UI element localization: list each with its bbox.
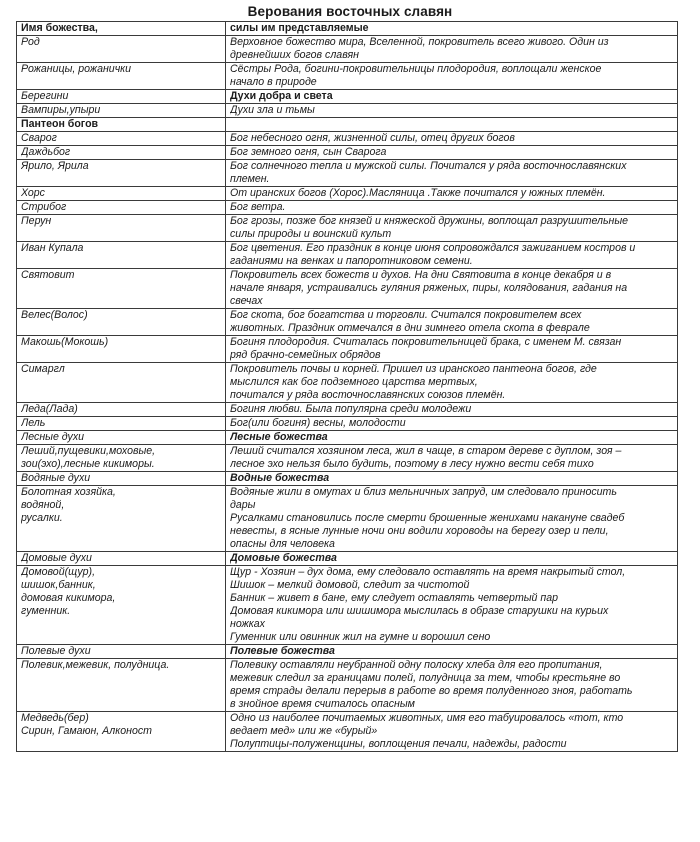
deity-description-line: ряд брачно-семейных обрядов: [230, 349, 381, 361]
table-row: [17, 336, 678, 363]
deity-description-line: Бог земного огня, сын Сварога: [230, 146, 387, 158]
deity-name-line: Рожаницы, рожанички: [21, 63, 132, 75]
table-row: [17, 309, 678, 336]
deity-name-cell: [17, 201, 226, 214]
deity-description-cell: [226, 336, 678, 362]
deity-description-cell: [226, 309, 678, 335]
deity-name-line: Сирин, Гамаюн, Алконост: [21, 725, 152, 737]
deity-description-line: ножках: [230, 618, 265, 630]
deity-description-line: дары: [230, 499, 256, 511]
deity-description-cell: [226, 269, 678, 308]
deity-name-line: Хорс: [21, 187, 45, 199]
table-row: [17, 63, 678, 90]
deity-name-cell: [17, 659, 226, 711]
deity-description-line: древнейших богов славян: [230, 49, 359, 61]
deity-name-cell: [17, 187, 226, 200]
deity-description-cell: [226, 363, 678, 402]
deity-description-cell: [226, 645, 678, 658]
deity-description-line: Бог небесного огня, жизненной силы, отец других богов: [230, 132, 515, 144]
table-row: [17, 132, 678, 146]
deity-description-line: Духи зла и тьмы: [230, 104, 315, 116]
deity-name-cell: [17, 645, 226, 658]
table-row: [17, 201, 678, 215]
deity-description-cell: [226, 417, 678, 430]
deity-name-cell: [17, 566, 226, 644]
deity-description-line: Духи добра и света: [230, 90, 333, 102]
deity-description-line: опасны для человека: [230, 538, 335, 550]
deity-name-line: Полевые духи: [21, 645, 91, 657]
deity-description-cell: [226, 160, 678, 186]
deity-name-line: зои(эхо),лесные кикиморы.: [21, 458, 155, 470]
deity-description-line: Покровитель всех божеств и духов. На дни Святовита в конце декабря и в: [230, 269, 612, 281]
deity-name-line: Домовые духи: [21, 552, 92, 564]
deity-description-line: начало в природе: [230, 76, 317, 88]
table-row: [17, 36, 678, 63]
deity-name-line: Болотная хозяйка,: [21, 486, 116, 498]
deity-description-cell: [226, 566, 678, 644]
deity-name-cell: [17, 363, 226, 402]
table-row: [17, 486, 678, 552]
deity-name-line: Берегини: [21, 90, 69, 102]
deity-name-line: Сварог: [21, 132, 57, 144]
deity-description-line: свечах: [230, 295, 263, 307]
table-row: [17, 160, 678, 187]
deity-name-cell: [17, 132, 226, 145]
deity-description-line: Щур - Хозяин – дух дома, ему следовало оставлять на время накрытый стол,: [230, 566, 626, 578]
deity-name-line: Медведь(бер): [21, 712, 89, 724]
deity-description-cell: [226, 201, 678, 214]
deity-name-cell: [17, 472, 226, 485]
deity-name-cell: [17, 90, 226, 103]
table-row: [17, 445, 678, 472]
deity-description-cell: [226, 187, 678, 200]
deity-name-cell: [17, 146, 226, 159]
table-header-row: [17, 22, 678, 36]
table-body: [17, 36, 678, 752]
table-row: [17, 403, 678, 417]
deity-description-line: Русалками становились после смерти брошенные женихами накануне свадеб: [230, 512, 625, 524]
deity-description-line: Бог скота, бог богатства и торговли. Считался покровителем всех: [230, 309, 582, 321]
deity-name-line: Лесные духи: [21, 431, 85, 443]
table-row: [17, 90, 678, 104]
beliefs-table: [16, 21, 678, 752]
deity-description-line: Бог(или богиня) весны, молодости: [230, 417, 406, 429]
deity-description-cell: [226, 552, 678, 565]
table-row: [17, 118, 678, 132]
deity-description-line: Домовая кикимора или шишимора мыслилась в образе старушки на курьих: [230, 605, 609, 617]
deity-description-line: Полевику оставляли неубранной одну полоску хлеба для его пропитания,: [230, 659, 603, 671]
table-row: [17, 363, 678, 403]
deity-description-line: начале января, устраивались гуляния ряженых, пиры, колядования, гадания на: [230, 282, 628, 294]
table-row: [17, 659, 678, 712]
deity-name-cell: [17, 417, 226, 430]
deity-description-cell: [226, 215, 678, 241]
deity-name-line: Полевик,межевик, полудница.: [21, 659, 170, 671]
deity-description-line: в знойное время считалось опасным: [230, 698, 415, 710]
deity-name-cell: [17, 431, 226, 444]
deity-description-line: межевик следил за границами полей, полудница за тем, чтобы крестьяне во: [230, 672, 621, 684]
deity-description-line: ведает мед» или же «бурый»: [230, 725, 378, 737]
deity-name-cell: [17, 36, 226, 62]
deity-name-line: Иван Купала: [21, 242, 84, 254]
deity-description-cell: [226, 63, 678, 89]
deity-name-cell: [17, 336, 226, 362]
deity-name-cell: [17, 486, 226, 551]
deity-name-line: Лель: [21, 417, 46, 429]
deity-name-line: гуменник.: [21, 605, 71, 617]
deity-description-line: Водяные жили в омутах и близ мельничных запруд, им следовало приносить: [230, 486, 617, 498]
table-row: [17, 104, 678, 118]
deity-description-line: Банник – живет в бане, ему следует оставлять четвертый пар: [230, 592, 559, 604]
deity-name-cell: [17, 309, 226, 335]
deity-name-cell: [17, 215, 226, 241]
deity-name-line: Святовит: [21, 269, 75, 281]
deity-description-line: гаданиями на венках и папоротниковом семени.: [230, 255, 473, 267]
deity-name-line: Леда(Лада): [21, 403, 78, 415]
deity-name-cell: [17, 552, 226, 565]
deity-description-line: Богиня плодородия. Считалась покровительницей брака, с именем М. связан: [230, 336, 622, 348]
deity-name-cell: [17, 403, 226, 416]
deity-name-line: Велес(Волос): [21, 309, 88, 321]
deity-description-cell: [226, 431, 678, 444]
deity-description-line: лесное эхо нельзя было будить, поэтому в лесу нужно вести себя тихо: [230, 458, 594, 470]
deity-description-cell: [226, 146, 678, 159]
table-row: [17, 146, 678, 160]
deity-description-line: Сёстры Рода, богини-покровительницы плодородия, воплощали женское: [230, 63, 602, 75]
deity-description-line: Одно из наиболее почитаемых животных, имя его табуировалось «тот, кто: [230, 712, 624, 724]
deity-name-line: Стрибог: [21, 201, 67, 213]
deity-name-line: Перун: [21, 215, 52, 227]
deity-name-cell: [17, 242, 226, 268]
deity-description-cell: [226, 472, 678, 485]
deity-name-line: Вампиры,упыри: [21, 104, 101, 116]
deity-description-line: Полуптицы-полуженщины, воплощения печали, надежды, радости: [230, 738, 567, 750]
deity-description-line: Бог солнечного тепла и мужской силы. Почитался у ряда восточнославянских: [230, 160, 627, 172]
table-row: [17, 215, 678, 242]
table-row: [17, 269, 678, 309]
deity-description-line: невесты, в ясные лунные ночи они водили хороводы на берегу озер и пели,: [230, 525, 609, 537]
deity-name-cell: [17, 104, 226, 117]
deity-description-cell: [226, 712, 678, 751]
deity-name-cell: [17, 160, 226, 186]
table-row: [17, 417, 678, 431]
deity-description-cell: [226, 132, 678, 145]
deity-description-line: Бог цветения. Его праздник в конце июня сопровождался зажиганием костров и: [230, 242, 636, 254]
table-row: [17, 472, 678, 486]
deity-name-line: Леший,пущевики,моховые,: [21, 445, 156, 457]
deity-description-line: силы природы и воинский культ: [230, 228, 392, 240]
deity-name-cell: [17, 712, 226, 751]
deity-description-cell: [226, 659, 678, 711]
deity-description-cell: [226, 445, 678, 471]
deity-name-line: Пантеон богов: [21, 118, 99, 130]
deity-description-line: Верховное божество мира, Вселенной, покровитель всего живого. Один из: [230, 36, 609, 48]
deity-description-line: Домовые божества: [230, 552, 337, 564]
deity-name-line: Даждьбог: [21, 146, 71, 158]
deity-description-line: время страды делали перерыв в работе во время полуденного зноя, работать: [230, 685, 633, 697]
deity-description-cell: [226, 104, 678, 117]
deity-name-line: Водяные духи: [21, 472, 91, 484]
deity-description-cell: [226, 242, 678, 268]
deity-description-line: Бог ветра.: [230, 201, 286, 213]
table-row: [17, 242, 678, 269]
deity-description-line: мыслился как бог подземного царства мертвых,: [230, 376, 478, 388]
deity-description-cell: [226, 90, 678, 103]
deity-name-line: Род: [21, 36, 40, 48]
deity-description-line: Шишок – мелкий домовой, следит за чистотой: [230, 579, 470, 591]
header-deity-powers: силы им представляемые: [226, 22, 678, 35]
deity-description-line: племен.: [230, 173, 270, 185]
deity-name-cell: [17, 63, 226, 89]
deity-name-line: Макошь(Мокошь): [21, 336, 109, 348]
deity-description-cell: [226, 118, 678, 131]
table-row: [17, 431, 678, 445]
deity-description-line: животных. Праздник отмечался в дни зимнего отела скота в феврале: [230, 322, 590, 334]
deity-description-line: Водные божества: [230, 472, 330, 484]
deity-name-line: домовая кикимора,: [21, 592, 116, 604]
deity-description-cell: [226, 36, 678, 62]
deity-description-line: Лесные божества: [230, 431, 328, 443]
deity-name-line: Домовой(щур),: [21, 566, 96, 578]
table-row: [17, 645, 678, 659]
deity-description-line: От иранских богов (Хорос).Масляница .Также почитался у южных племён.: [230, 187, 606, 199]
header-deity-name: Имя божества,: [17, 22, 226, 35]
deity-description-line: Леший считался хозяином леса, жил в чаще, в старом дереве с дуплом, зоя –: [230, 445, 622, 457]
deity-name-cell: [17, 269, 226, 308]
deity-description-cell: [226, 403, 678, 416]
deity-name-line: шишок,банник,: [21, 579, 96, 591]
deity-name-line: водяной,: [21, 499, 65, 511]
deity-description-line: Бог грозы, позже бог князей и княжеской дружины, воплощал разрушительные: [230, 215, 629, 227]
deity-description-line: Богиня любви. Была популярна среди молодежи: [230, 403, 472, 415]
deity-name-cell: [17, 118, 226, 131]
deity-description-line: Полевые божества: [230, 645, 335, 657]
table-row: [17, 566, 678, 645]
deity-description-line: Гуменник или овинник жил на гумне и ворошил сено: [230, 631, 491, 643]
page-title: Верования восточных славян: [247, 4, 453, 19]
deity-name-line: Ярило, Ярила: [21, 160, 89, 172]
deity-description-line: почитался у ряда восточнославянских союзов племён.: [230, 389, 506, 401]
deity-description-cell: [226, 486, 678, 551]
deity-name-line: Симаргл: [21, 363, 65, 375]
table-row: [17, 712, 678, 752]
table-row: [17, 552, 678, 566]
deity-name-cell: [17, 445, 226, 471]
deity-description-line: [230, 118, 674, 131]
deity-name-line: русалки.: [21, 512, 63, 524]
table-row: [17, 187, 678, 201]
deity-description-line: Покровитель почвы и корней. Пришел из иранского пантеона богов, где: [230, 363, 597, 375]
